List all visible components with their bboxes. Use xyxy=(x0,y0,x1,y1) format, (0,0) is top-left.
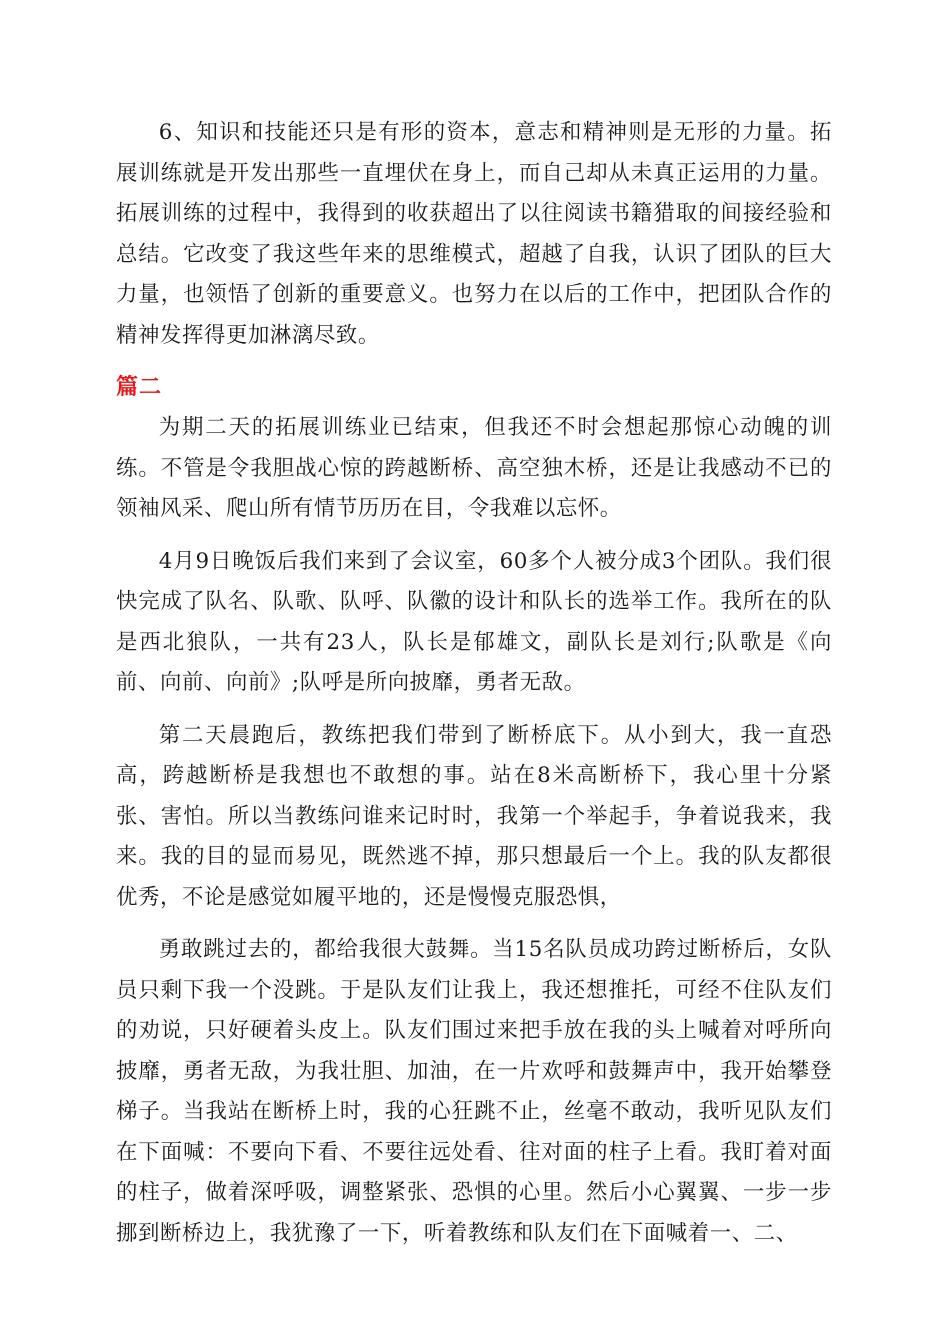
paragraph: 勇敢跳过去的，都给我很大鼓舞。当15名队员成功跨过断桥后，女队员只剩下我一个没跳。于是队友们让我上，我还想推托，可经不住队友们的劝说，只好硬着头皮上。队友们围过来把手放在我的头上喊着对呼所向披靡，勇者无敌，为我壮胆、加油，在一片欢呼和鼓舞声中，我开始攀登梯子。当我站在断桥上时，我的心狂跳不止，丝毫不敢动，我听见队友们在下面喊：不要向下看、不要往远处看、往对面的柱子上看。我盯着对面的柱子，做着深呼吸，调整紧张、恐惧的心里。然后小心翼翼、一步一步挪到断桥边上，我犹豫了一下，听着教练和队友们在下面喊着一、二、 xyxy=(116,937,832,1246)
section-heading: 篇二 xyxy=(116,375,163,400)
paragraph: 4月9日晚饭后我们来到了会议室，60多个人被分成3个团队。我们很快完成了队名、队歌、队呼、队徽的设计和队长的选举工作。我所在的队是西北狼队，一共有23人，队长是郁雄文，副队长是刘行;队歌是《向前、向前、向前》;队呼是所向披靡，勇者无敌。 xyxy=(116,548,832,695)
paragraph: 第二天晨跑后，教练把我们带到了断桥底下。从小到大，我一直恐高，跨越断桥是我想也不敢想的事。站在8米高断桥下，我心里十分紧张、害怕。所以当教练问谁来记时时，我第一个举起手，争着说我来，我来。我的目的显而易见，既然逃不掉，那只想最后一个上。我的队友都很优秀，不论是感觉如履平地的，还是慢慢克服恐惧， xyxy=(116,722,832,910)
paragraph: 6、知识和技能还只是有形的资本，意志和精神则是无形的力量。拓展训练就是开发出那些一直埋伏在身上，而自己却从未真正运用的力量。拓展训练的过程中，我得到的收获超出了以往阅读书籍猎取的间接经验和总结。它改变了我这些年来的思维模式，超越了自我，认识了团队的巨大力量，也领悟了创新的重要意义。也努力在以后的工作中，把团队合作的精神发挥得更加淋漓尽致。 xyxy=(116,120,832,348)
paragraph: 为期二天的拓展训练业已结束，但我还不时会想起那惊心动魄的训练。不管是令我胆战心惊的跨越断桥、高空独木桥，还是让我感动不已的领袖风采、爬山所有情节历历在目，令我难以忘怀。 xyxy=(116,415,832,521)
document-body xyxy=(116,113,832,1266)
